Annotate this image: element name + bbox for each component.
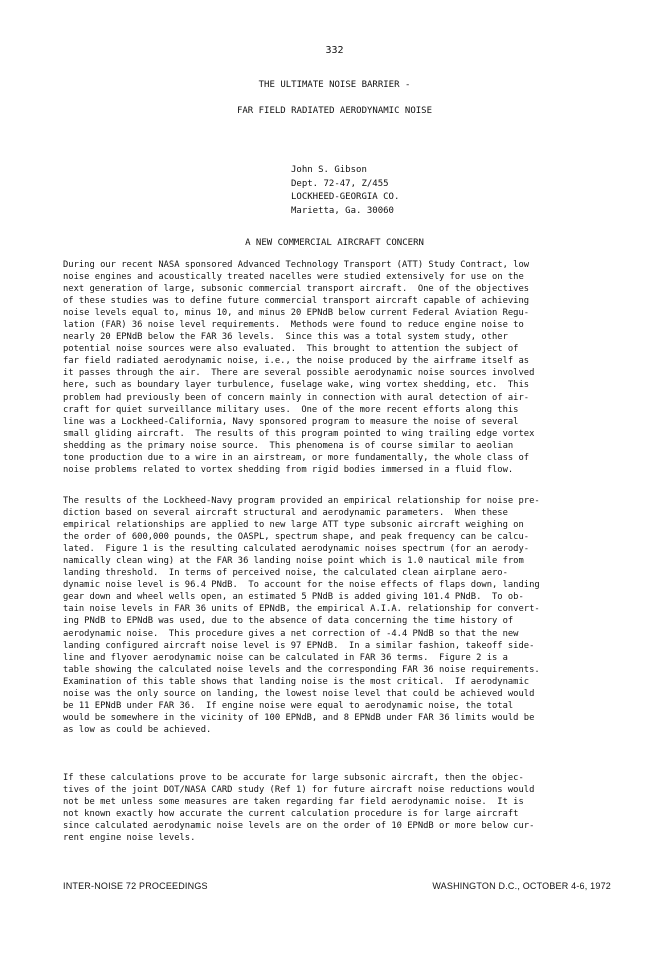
text-line: tain noise levels in FAR 36 units of EPNdB, the empirical A.I.A. relationship for convert- xyxy=(63,604,540,615)
text-line: since calculated aerodynamic noise levels are on the order of 10 EPNdB or more below cur- xyxy=(63,821,535,832)
text-line: empirical relationships are applied to new large ATT type subsonic aircraft weighing on xyxy=(63,520,524,531)
text-line: noise was the only source on landing, the lowest noise level that could be achieved would xyxy=(63,688,535,699)
text-line: potential noise sources were also evaluated. This brought to attention the subject of xyxy=(63,344,519,355)
text-line: shedding as the primary noise source. This phenomena is of course similar to aeolian xyxy=(63,440,514,451)
text-line: noise engines and acoustically treated nacelles were studied extensively for use on the xyxy=(63,272,524,283)
text-line: namically clean wing) at the FAR 36 landing noise point which is 1.0 nautical mile from xyxy=(63,556,524,567)
text-line: landing threshold. In terms of perceived noise, the calculated clean airplane aero- xyxy=(63,568,508,579)
author-dept: Dept. 72-47, Z/455 xyxy=(291,178,389,189)
text-line: tone production due to a wire in an airstream, or more fundamentally, the whole class of xyxy=(63,452,530,463)
text-line: noise levels equal to, minus 10, and minus 20 EPNdB below current Federal Aviation Regu- xyxy=(63,308,530,319)
text-line: not be met unless some measures are taken regarding far field aerodynamic noise. It is xyxy=(63,797,524,808)
author-name: John S. Gibson xyxy=(291,165,367,175)
text-line: dynamic noise level is 96.4 PNdB. To account for the noise effects of flaps down, landing xyxy=(63,580,540,591)
text-line: it passes through the air. There are several possible aerodynamic noise sources involved xyxy=(63,368,535,379)
text-line: During our recent NASA sponsored Advanced Technology Transport (ATT) Study Contract, low xyxy=(63,260,530,270)
text-line: here, such as boundary layer turbulence, fuselage wake, wing vortex shedding, etc. This xyxy=(63,380,530,391)
footer-proceedings: INTER-NOISE 72 PROCEEDINGS xyxy=(63,881,208,891)
text-line: tives of the joint DOT/NASA CARD study (Ref 1) for future aircraft noise reductions would xyxy=(63,785,535,796)
author-block xyxy=(291,164,399,218)
text-line: noise problems related to vortex shedding from rigid bodies immersed in a fluid flow. xyxy=(63,464,514,475)
text-line: line was a Lockheed-California, Navy sponsored program to measure the noise of several xyxy=(63,416,519,427)
text-line: gear down and wheel wells open, an estimated 5 PNdB is added giving 101.4 PNdB. To ob- xyxy=(63,592,524,603)
text-line: craft for quiet surveillance military uses. One of the more recent efforts along this xyxy=(63,404,519,415)
text-line: If these calculations prove to be accurate for large subsonic aircraft, then the objec- xyxy=(63,773,524,783)
text-line: as low as could be achieved. xyxy=(63,724,212,735)
footer-location-date: WASHINGTON D.C., OCTOBER 4-6, 1972 xyxy=(432,881,611,891)
text-line: far field radiated aerodynamic noise, i.e., the noise produced by the airframe itself as xyxy=(63,356,530,367)
paper-subtitle: FAR FIELD RADIATED AERODYNAMIC NOISE xyxy=(236,106,433,116)
text-line: line and flyover aerodynamic noise can be calculated in FAR 36 terms. Figure 2 is a xyxy=(63,652,508,663)
text-line: problem had previously been of concern mainly in connection with aural detection of air- xyxy=(63,392,530,403)
text-line: The results of the Lockheed-Navy program provided an empirical relationship for noise pre- xyxy=(63,496,540,506)
text-line: diction based on several aircraft structural and aerodynamic parameters. When these xyxy=(63,508,508,519)
text-line: would be somewhere in the vicinity of 100 EPNdB, and 8 EPNdB under FAR 36 limits would be xyxy=(63,712,535,723)
text-line: lation (FAR) 36 noise level requirements. Methods were found to reduce engine noise to xyxy=(63,320,524,331)
author-city: Marietta, Ga. 30060 xyxy=(291,205,394,216)
paragraph-2 xyxy=(63,495,619,736)
text-line: aerodynamic noise. This procedure gives a net correction of -4.4 PNdB so that the new xyxy=(63,628,519,639)
text-line: not known exactly how accurate the current calculation procedure is for large aircraft xyxy=(63,809,519,820)
paper-title: THE ULTIMATE NOISE BARRIER - xyxy=(258,80,411,90)
text-line: the order of 600,000 pounds, the OASPL, spectrum shape, and peak frequency can be calcu- xyxy=(63,532,530,543)
text-line: be 11 EPNdB under FAR 36. If engine noise were equal to aerodynamic noise, the total xyxy=(63,700,514,711)
text-line: landing configured aircraft noise level is 97 EPNdB. In a similar fashion, takeoff side- xyxy=(63,640,535,651)
page-number: 332 xyxy=(325,45,344,56)
text-line: Examination of this table shows that landing noise is the most critical. If aerodynamic xyxy=(63,676,530,687)
paragraph-1 xyxy=(63,259,619,476)
paragraph-3 xyxy=(63,772,619,844)
text-line: rent engine noise levels. xyxy=(63,833,196,844)
section-heading: A NEW COMMERCIAL AIRCRAFT CONCERN xyxy=(245,238,424,248)
text-line: ing PNdB to EPNdB was used, due to the absence of data concerning the time history of xyxy=(63,616,514,627)
text-line: nearly 20 EPNdB below the FAR 36 levels. Since this was a total system study, other xyxy=(63,332,508,343)
text-line: lated. Figure 1 is the resulting calculated aerodynamic noises spectrum (for an aerody- xyxy=(63,544,530,555)
text-line: small gliding aircraft. The results of this program pointed to wing trailing edge vortex xyxy=(63,428,535,439)
text-line: next generation of large, subsonic commercial transport aircraft. One of the objectives xyxy=(63,284,530,295)
text-line: of these studies was to define future commercial transport aircraft capable of achieving xyxy=(63,296,530,307)
author-company: LOCKHEED-GEORGIA CO. xyxy=(291,192,400,202)
text-line: table showing the calculated noise levels and the corresponding FAR 36 noise requirements. xyxy=(63,664,540,675)
